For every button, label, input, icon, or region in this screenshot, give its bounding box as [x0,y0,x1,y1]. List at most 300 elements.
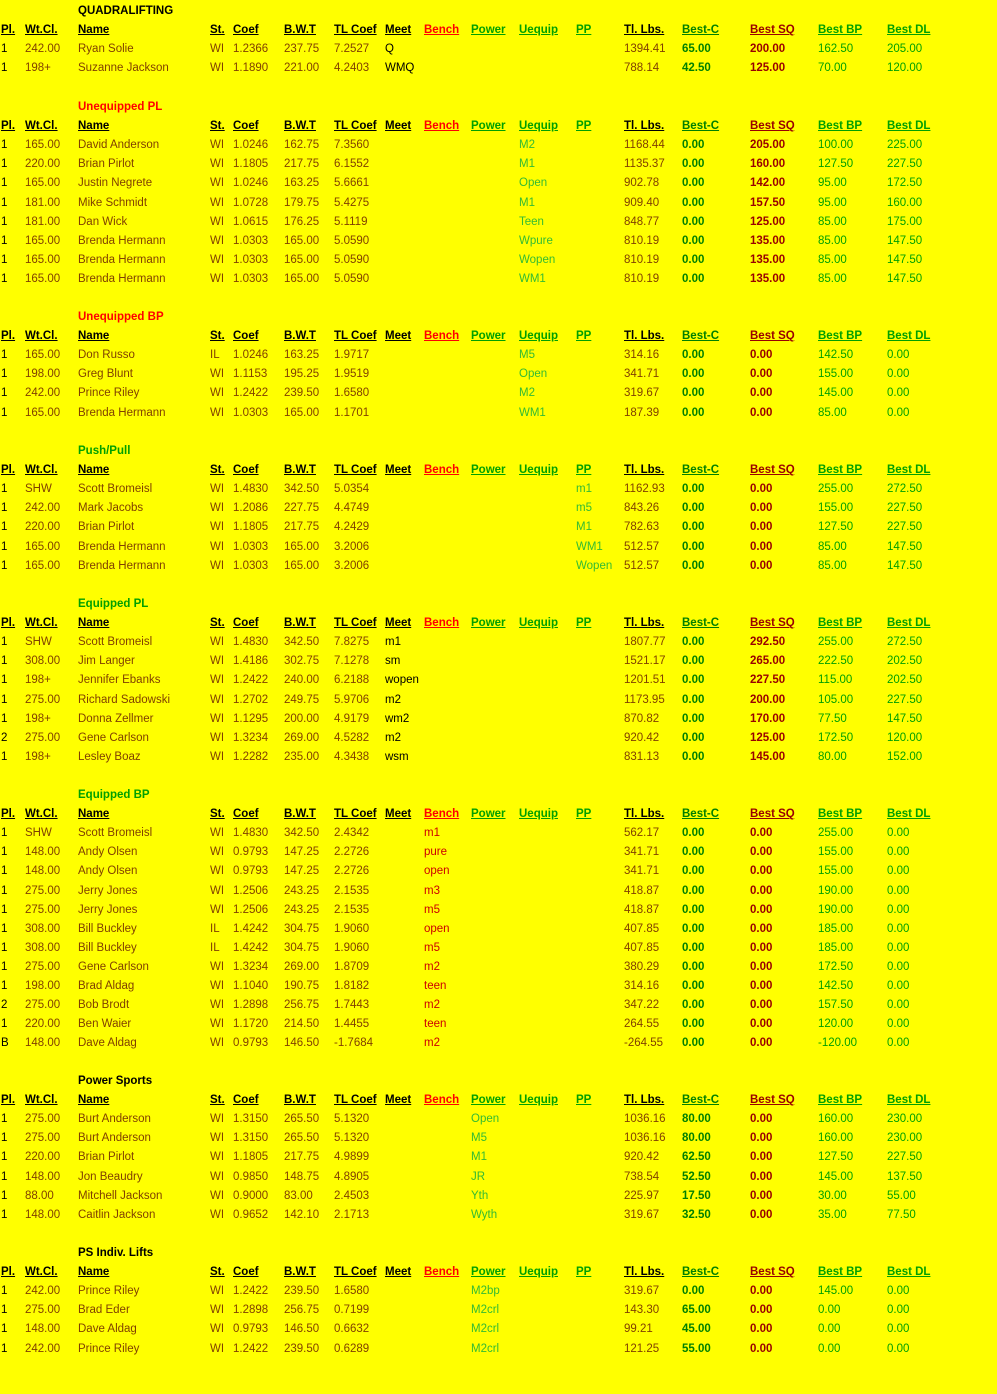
cell-bc: 80.00 [682,1132,711,1145]
cell-coef: 1.0246 [233,349,269,362]
cell-wt: 275.00 [25,884,61,897]
cell-tlbs: 1135.37 [624,158,665,171]
column-header-pl: Pl. [1,1266,16,1279]
cell-bwt: 342.50 [284,827,320,840]
cell-st: WI [210,693,225,706]
cell-name: Andy Olsen [78,846,138,859]
cell-pl: 1 [1,1189,8,1202]
cell-st: WI [210,846,225,859]
cell-tl: 7.2527 [334,43,370,56]
cell-bwt: 256.75 [284,1304,320,1317]
cell-bsq: 0.00 [750,1113,773,1126]
cell-name: Lesley Boaz [78,750,141,763]
cell-tlbs: 1394.41 [624,43,666,56]
cell-bdl: 147.50 [887,559,923,572]
cell-tlbs: 562.17 [624,827,660,840]
cell-tlbs: 418.87 [624,903,660,916]
cell-pl: 1 [1,1304,8,1317]
cell-wt: 198.00 [25,368,61,381]
cell-bench: m1 [424,827,440,840]
cell-bc: 0.00 [682,368,705,381]
cell-coef: 1.3150 [233,1113,269,1126]
column-header-ueq: Uequip [519,24,558,37]
column-header-ueq: Uequip [519,1094,558,1107]
section-title-text: QUADRALIFTING [78,5,174,17]
column-header-meet: Meet [385,617,412,630]
cell-bwt: 200.00 [284,712,320,725]
cell-wt: 181.00 [25,196,61,209]
column-header-pl: Pl. [1,464,16,477]
cell-wt: 198.00 [25,980,61,992]
cell-pl: 1 [1,636,8,649]
column-header-meet: Meet [385,120,412,133]
cell-bsq: 0.00 [750,387,773,400]
table-row [0,557,997,576]
cell-tlbs: 407.85 [624,941,660,954]
cell-bc: 32.50 [682,1208,711,1221]
cell-pl: 1 [1,674,8,687]
cell-name: Mitchell Jackson [78,1189,163,1202]
cell-name: Burt Anderson [78,1132,151,1145]
table-row [0,1168,997,1187]
column-header-meet: Meet [385,330,412,343]
cell-st: WI [210,272,225,285]
cell-wt: 308.00 [25,941,61,954]
column-header-row [0,117,997,136]
cell-bc: 0.00 [682,999,705,1012]
cell-coef: 1.4186 [233,655,269,668]
cell-power: Open [471,1113,500,1126]
cell-bc: 0.00 [682,655,705,668]
cell-bc: 0.00 [682,731,705,744]
cell-tlbs: 870.82 [624,712,660,725]
cell-tl: 2.1713 [334,1208,370,1221]
cell-tl: 1.9519 [334,368,370,381]
cell-bc: 17.50 [682,1189,711,1202]
cell-coef: 1.2422 [233,387,269,400]
cell-st: WI [210,62,225,75]
cell-wt: 165.00 [25,253,61,266]
cell-bsq: 0.00 [750,884,773,897]
column-header-st: St. [210,24,225,37]
cell-ueq: Wpure [519,234,553,247]
cell-bsq: 0.00 [750,1285,773,1298]
cell-wt: 275.00 [25,903,61,916]
column-header-wt: Wt.Cl. [25,617,58,630]
cell-bdl: 227.50 [887,1151,923,1164]
column-header-ueq: Uequip [519,120,558,133]
table-row [0,862,997,881]
table-row [0,384,997,403]
cell-bbp: 145.00 [818,387,854,400]
cell-name: Brenda Hermann [78,253,166,266]
column-header-ueq: Uequip [519,617,558,630]
cell-coef: 1.4830 [233,636,269,649]
cell-bbp: 185.00 [818,922,854,935]
cell-bbp: 157.50 [818,999,854,1012]
section-title [0,595,997,614]
cell-coef: 1.0303 [233,406,269,419]
cell-tlbs: 920.42 [624,731,660,744]
cell-st: WI [210,1132,225,1145]
column-header-bbp: Best BP [818,1094,863,1107]
cell-tlbs: 341.71 [624,865,660,878]
column-header-st: St. [210,120,225,133]
cell-pl: 1 [1,158,8,171]
table-row [0,538,997,557]
cell-wt: 275.00 [25,1304,61,1317]
cell-bsq: 135.00 [750,234,786,247]
cell-tl: 1.1701 [334,406,370,419]
column-header-tlbs: Tl. Lbs. [624,330,665,343]
cell-coef: 1.4830 [233,827,269,840]
cell-tl: 1.6580 [334,1285,370,1298]
cell-pl: 1 [1,1151,8,1164]
cell-coef: 1.0303 [233,253,269,266]
cell-name: Scott Bromeisl [78,483,153,496]
cell-pp: Wopen [576,559,613,572]
column-header-wt: Wt.Cl. [25,1094,58,1107]
cell-bwt: 249.75 [284,693,320,706]
cell-tl: 5.1320 [334,1132,370,1145]
cell-tl: 0.7199 [334,1304,370,1317]
cell-bdl: 230.00 [887,1113,923,1126]
cell-coef: 1.4242 [233,922,269,935]
cell-bdl: 0.00 [887,846,910,859]
cell-pl: 1 [1,712,8,725]
cell-pl: 1 [1,43,8,56]
cell-bwt: 239.50 [284,1285,320,1298]
table-row [0,59,997,78]
cell-wt: 242.00 [25,502,61,515]
cell-bbp: 115.00 [818,674,853,687]
cell-tl: 5.0590 [334,253,370,266]
column-header-bbp: Best BP [818,120,863,133]
cell-tlbs: 187.39 [624,406,660,419]
column-header-bwt: B.W.T [284,1266,316,1279]
cell-bc: 0.00 [682,846,705,859]
cell-tl: 2.4503 [334,1189,370,1202]
cell-bbp: 142.50 [818,980,854,992]
cell-bsq: 0.00 [750,483,773,496]
cell-bench: m2 [424,1037,440,1050]
cell-st: WI [210,903,225,916]
cell-tl: 6.1552 [334,158,370,171]
cell-bwt: 221.00 [284,62,320,75]
cell-bc: 0.00 [682,253,705,266]
column-header-pl: Pl. [1,808,16,821]
cell-pl: 1 [1,368,8,381]
column-header-coef: Coef [233,464,259,477]
column-header-tl: TL Coef [334,120,377,133]
column-header-bc: Best-C [682,120,720,133]
column-header-pp: PP [576,1094,592,1107]
cell-coef: 1.4242 [233,941,269,954]
cell-tlbs: 264.55 [624,1018,660,1031]
cell-name: Caitlin Jackson [78,1208,156,1221]
cell-name: Brenda Hermann [78,272,166,285]
cell-pl: 1 [1,1018,8,1031]
cell-pl: 1 [1,1208,8,1221]
cell-bsq: 125.00 [750,731,786,744]
cell-bsq: 0.00 [750,1208,773,1221]
column-header-bwt: B.W.T [284,24,316,37]
cell-power: M2bp [471,1285,500,1298]
cell-st: WI [210,712,225,725]
cell-bbp: 85.00 [818,559,847,572]
cell-wt: 148.00 [25,1323,61,1336]
cell-st: WI [210,655,225,668]
column-header-bdl: Best DL [887,24,931,37]
section-title [0,2,997,21]
column-header-tl: TL Coef [334,464,377,477]
cell-bc: 0.00 [682,272,705,285]
table-row [0,1110,997,1129]
column-header-tl: TL Coef [334,1266,377,1279]
cell-pl: 1 [1,406,8,419]
cell-bwt: 163.25 [284,177,320,190]
cell-coef: 1.2282 [233,750,269,763]
cell-bbp: 80.00 [818,750,847,763]
cell-st: WI [210,502,225,515]
cell-bbp: 95.00 [818,196,847,209]
cell-st: WI [210,483,225,496]
table-row [0,671,997,690]
cell-tlbs: 314.16 [624,980,660,992]
cell-name: Brian Pirlot [78,158,135,171]
table-row [0,499,997,518]
cell-coef: 1.1890 [233,62,269,75]
cell-bbp: 100.00 [818,139,854,152]
cell-bdl: 0.00 [887,349,910,362]
cell-bc: 80.00 [682,1113,711,1126]
cell-wt: 165.00 [25,406,61,419]
cell-pl: 1 [1,502,8,515]
cell-wt: 220.00 [25,1018,61,1031]
cell-bc: 0.00 [682,1037,705,1050]
cell-ueq: Teen [519,215,544,228]
cell-bc: 0.00 [682,827,705,840]
table-row [0,691,997,710]
column-header-ueq: Uequip [519,808,558,821]
cell-coef: 1.3234 [233,731,269,744]
cell-tl: 7.3560 [334,139,370,152]
column-header-bdl: Best DL [887,808,931,821]
table-row [0,1282,997,1301]
cell-coef: 1.0615 [233,215,269,228]
cell-bsq: 0.00 [750,846,773,859]
table-row [0,843,997,862]
cell-pl: 1 [1,884,8,897]
cell-bc: 0.00 [682,177,705,190]
column-header-tlbs: Tl. Lbs. [624,24,665,37]
column-header-bdl: Best DL [887,1094,931,1107]
cell-tlbs: 512.57 [624,559,660,572]
cell-pl: 2 [1,731,8,744]
table-row [0,251,997,270]
column-header-power: Power [471,1094,506,1107]
cell-st: WI [210,960,225,973]
cell-bbp: 222.50 [818,655,854,668]
cell-bench: pure [424,846,448,859]
cell-bsq: 0.00 [750,960,773,973]
cell-power: M5 [471,1132,487,1145]
section-title-text: Unequipped BP [78,311,164,323]
cell-coef: 1.0303 [233,234,269,247]
table-row [0,824,997,843]
cell-bwt: 239.50 [284,1342,320,1355]
cell-bbp: 0.00 [818,1342,841,1355]
cell-st: WI [210,1323,225,1336]
cell-bsq: 0.00 [750,406,773,419]
cell-st: WI [210,731,225,744]
cell-tl: 3.2006 [334,540,370,553]
cell-coef: 1.2366 [233,43,269,56]
cell-bbp: 255.00 [818,483,854,496]
section-title-text: Unequipped PL [78,101,163,113]
table-row [0,882,997,901]
cell-bwt: 147.25 [284,846,320,859]
cell-tlbs: 1201.51 [624,674,666,687]
column-header-bwt: B.W.T [284,1094,316,1107]
cell-st: WI [210,196,225,209]
cell-name: Donna Zellmer [78,712,154,725]
cell-bwt: 165.00 [284,272,320,285]
cell-bdl: 0.00 [887,368,910,381]
column-header-wt: Wt.Cl. [25,330,58,343]
cell-bbp: 160.00 [818,1132,854,1145]
cell-bc: 0.00 [682,387,705,400]
cell-pl: 1 [1,903,8,916]
cell-meet: sm [385,655,401,668]
cell-bdl: 120.00 [887,731,923,744]
cell-bsq: 0.00 [750,559,773,572]
cell-bdl: 0.00 [887,865,910,878]
table-row [0,1301,997,1320]
column-header-bench: Bench [424,1266,460,1279]
column-header-bbp: Best BP [818,1266,863,1279]
cell-st: WI [210,1285,225,1298]
cell-name: Jennifer Ebanks [78,674,161,687]
column-header-pp: PP [576,24,592,37]
column-header-bwt: B.W.T [284,808,316,821]
cell-tl: 5.4275 [334,196,370,209]
cell-bwt: 304.75 [284,941,320,954]
cell-ueq: M2 [519,139,535,152]
cell-bsq: 0.00 [750,502,773,515]
cell-bdl: 0.00 [887,980,910,992]
cell-bc: 65.00 [682,43,711,56]
cell-bdl: 0.00 [887,999,910,1012]
cell-tlbs: 1036.16 [624,1113,666,1126]
cell-st: WI [210,234,225,247]
cell-bbp: 35.00 [818,1208,847,1221]
cell-st: IL [210,349,220,362]
cell-name: Mark Jacobs [78,502,144,515]
cell-st: WI [210,387,225,400]
cell-bsq: 0.00 [750,1304,773,1317]
cell-bbp: 85.00 [818,215,847,228]
column-header-name: Name [78,24,110,37]
cell-bwt: 165.00 [284,234,320,247]
cell-bbp: 127.50 [818,1151,854,1164]
cell-bc: 0.00 [682,960,705,973]
table-row [0,194,997,213]
column-header-bdl: Best DL [887,330,931,343]
cell-bsq: 0.00 [750,922,773,935]
column-header-name: Name [78,464,110,477]
cell-bwt: 302.75 [284,655,320,668]
cell-name: Bill Buckley [78,941,137,954]
cell-bwt: 240.00 [284,674,320,687]
cell-pl: 1 [1,1342,8,1355]
column-header-pl: Pl. [1,120,16,133]
cell-bdl: 227.50 [887,693,923,706]
cell-coef: 1.4830 [233,483,269,496]
cell-tl: 5.1320 [334,1113,370,1126]
cell-bbp: 142.50 [818,349,854,362]
table-row [0,1015,997,1034]
cell-bdl: 0.00 [887,922,910,935]
cell-bdl: 0.00 [887,884,910,897]
cell-bdl: 272.50 [887,636,923,649]
cell-bwt: 165.00 [284,540,320,553]
cell-bwt: 227.75 [284,502,320,515]
column-header-meet: Meet [385,1266,412,1279]
cell-tlbs: 225.97 [624,1189,660,1202]
cell-pl: 1 [1,177,8,190]
cell-meet: wm2 [385,712,410,725]
table-row [0,748,997,767]
column-header-bdl: Best DL [887,120,931,133]
cell-pl: B [1,1037,9,1050]
cell-bench: m2 [424,999,440,1012]
table-row [0,365,997,384]
cell-wt: 220.00 [25,1151,61,1164]
cell-bc: 0.00 [682,349,705,362]
cell-bc: 0.00 [682,215,705,228]
cell-name: Scott Bromeisl [78,636,153,649]
cell-bbp: 85.00 [818,234,847,247]
cell-bbp: 145.00 [818,1170,854,1183]
column-header-bench: Bench [424,1094,460,1107]
cell-name: Burt Anderson [78,1113,151,1126]
cell-pl: 1 [1,827,8,840]
cell-name: Jon Beaudry [78,1170,143,1183]
column-header-pl: Pl. [1,330,16,343]
cell-wt: SHW [25,636,52,649]
column-header-bsq: Best SQ [750,617,795,630]
cell-name: Brad Eder [78,1304,130,1317]
column-header-wt: Wt.Cl. [25,808,58,821]
cell-bc: 0.00 [682,1018,705,1031]
cell-bsq: 0.00 [750,1132,773,1145]
column-header-pp: PP [576,617,592,630]
cell-bwt: 162.75 [284,139,320,152]
cell-wt: 242.00 [25,1285,61,1298]
cell-st: WI [210,1113,225,1126]
cell-name: Greg Blunt [78,368,133,381]
cell-wt: 148.00 [25,865,61,878]
cell-bwt: 269.00 [284,731,320,744]
cell-pl: 1 [1,253,8,266]
cell-coef: 1.2422 [233,674,269,687]
cell-tlbs: 314.16 [624,349,660,362]
cell-name: Dave Aldag [78,1037,137,1050]
cell-bc: 0.00 [682,196,705,209]
cell-tl: 0.6289 [334,1342,370,1355]
column-header-meet: Meet [385,464,412,477]
